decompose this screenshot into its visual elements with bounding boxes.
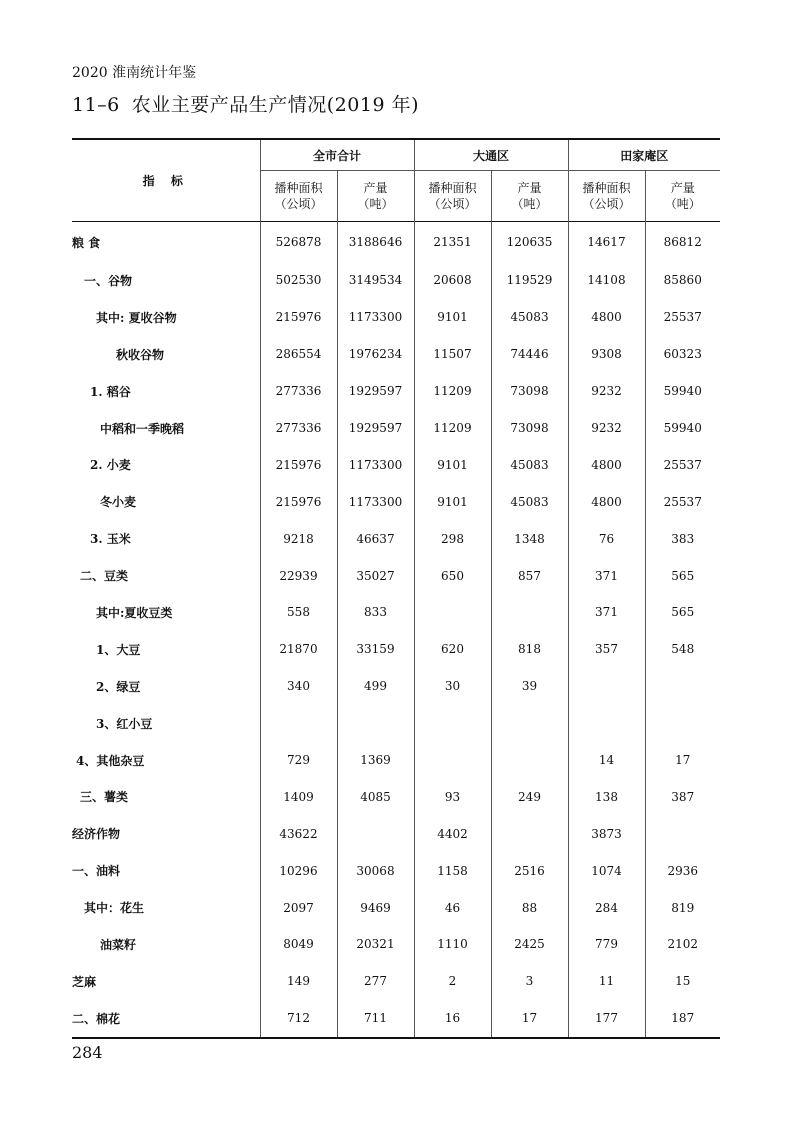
sub-header <box>260 171 337 222</box>
table-cell: 3873 <box>568 815 645 852</box>
table-cell <box>568 705 645 742</box>
row-label: 其中:夏收豆类 <box>96 605 173 620</box>
sub-header-line1: 播种面积 <box>582 181 631 195</box>
table-cell: 779 <box>568 926 645 963</box>
row-label: 2. 小麦 <box>90 458 131 473</box>
table-cell: 46637 <box>337 520 414 557</box>
table-row <box>72 889 720 926</box>
table-cell: 35027 <box>337 557 414 594</box>
table-cell: 2425 <box>491 926 568 963</box>
row-label: 1. 稻谷 <box>90 384 131 399</box>
table-cell: 383 <box>645 520 720 557</box>
table-cell: 25537 <box>645 483 720 520</box>
table-cell: 4800 <box>568 483 645 520</box>
table-cell: 857 <box>491 557 568 594</box>
row-label: 粮 食 <box>72 235 101 250</box>
table-cell: 620 <box>414 631 491 668</box>
table-cell <box>491 705 568 742</box>
table-cell: 277 <box>337 963 414 1000</box>
table-row <box>72 594 720 631</box>
table-cell <box>337 815 414 852</box>
row-label: 一、油料 <box>72 864 121 879</box>
sub-header <box>491 171 568 222</box>
table-cell <box>414 705 491 742</box>
table-cell: 2097 <box>260 889 337 926</box>
row-label: 秋收谷物 <box>116 347 165 362</box>
row-label: 油菜籽 <box>100 937 137 952</box>
table-cell: 11209 <box>414 410 491 447</box>
table-cell: 2102 <box>645 926 720 963</box>
table-cell: 73098 <box>491 410 568 447</box>
table-cell: 284 <box>568 889 645 926</box>
table-cell: 548 <box>645 631 720 668</box>
table-cell: 11209 <box>414 373 491 410</box>
table-row <box>72 1000 720 1038</box>
row-label: 二、棉花 <box>72 1011 121 1026</box>
table-cell: 21351 <box>414 222 491 262</box>
table-row <box>72 373 720 410</box>
table-cell: 4402 <box>414 815 491 852</box>
sub-header <box>414 171 491 222</box>
table-row <box>72 483 720 520</box>
table-cell: 712 <box>260 1000 337 1038</box>
table-cell: 371 <box>568 594 645 631</box>
table-cell: 711 <box>337 1000 414 1038</box>
table-cell: 215976 <box>260 446 337 483</box>
table-cell: 340 <box>260 668 337 705</box>
table-cell <box>414 742 491 779</box>
table-row <box>72 410 720 447</box>
table-cell: 187 <box>645 1000 720 1038</box>
group-header-city-total: 全市合计 <box>260 139 414 171</box>
table-cell <box>414 594 491 631</box>
table-cell: 45083 <box>491 483 568 520</box>
table-cell: 9232 <box>568 410 645 447</box>
table-cell: 9101 <box>414 446 491 483</box>
table-cell: 215976 <box>260 299 337 336</box>
row-label: 3. 玉米 <box>90 532 131 547</box>
table-cell: 14108 <box>568 262 645 299</box>
table-body <box>72 222 720 1039</box>
table-row <box>72 778 720 815</box>
row-label: 二、豆类 <box>80 569 129 584</box>
table-cell: 149 <box>260 963 337 1000</box>
table-cell: 565 <box>645 557 720 594</box>
row-label: 一、谷物 <box>84 273 133 288</box>
table-cell: 11507 <box>414 336 491 373</box>
row-label: 中稻和一季晚稻 <box>100 421 185 436</box>
table-cell: 215976 <box>260 483 337 520</box>
table-cell <box>491 742 568 779</box>
table-cell: 73098 <box>491 373 568 410</box>
table-cell: 119529 <box>491 262 568 299</box>
table-cell: 1348 <box>491 520 568 557</box>
table-cell: 74446 <box>491 336 568 373</box>
table-cell: 20608 <box>414 262 491 299</box>
table-cell <box>260 705 337 742</box>
table-cell: 16 <box>414 1000 491 1038</box>
sub-header-unit: （吨） <box>511 197 548 211</box>
sub-header-unit: （公顷） <box>582 197 631 211</box>
table-cell: 9308 <box>568 336 645 373</box>
table-cell: 249 <box>491 778 568 815</box>
table-row <box>72 631 720 668</box>
row-label: 经济作物 <box>72 827 121 842</box>
table-cell: 59940 <box>645 410 720 447</box>
table-cell: 20321 <box>337 926 414 963</box>
sub-header <box>645 171 720 222</box>
table-cell: 14 <box>568 742 645 779</box>
table-row <box>72 852 720 889</box>
table-cell: 499 <box>337 668 414 705</box>
table-cell <box>645 668 720 705</box>
group-header-tianjiaan: 田家庵区 <box>568 139 720 171</box>
table-cell: 30068 <box>337 852 414 889</box>
table-row <box>72 446 720 483</box>
table-cell: 22939 <box>260 557 337 594</box>
table-header <box>72 138 720 222</box>
table-cell: 8049 <box>260 926 337 963</box>
table-cell: 2936 <box>645 852 720 889</box>
table-row <box>72 520 720 557</box>
row-label: 3、红小豆 <box>96 716 153 731</box>
sub-header-line1: 播种面积 <box>274 181 323 195</box>
table-cell: 1173300 <box>337 446 414 483</box>
table-cell: 59940 <box>645 373 720 410</box>
table-cell: 25537 <box>645 446 720 483</box>
table-cell: 1929597 <box>337 410 414 447</box>
table-row <box>72 336 720 373</box>
sub-header-unit: （公顷） <box>428 197 477 211</box>
sub-header-unit: （吨） <box>357 197 394 211</box>
table-cell: 17 <box>491 1000 568 1038</box>
table-cell: 526878 <box>260 222 337 262</box>
row-label: 芝麻 <box>72 974 97 989</box>
table-cell: 4800 <box>568 299 645 336</box>
row-label: 冬小麦 <box>100 495 137 510</box>
table-cell: 25537 <box>645 299 720 336</box>
table-cell: 9469 <box>337 889 414 926</box>
table-cell: 502530 <box>260 262 337 299</box>
table-title <box>72 90 419 117</box>
table-cell: 14617 <box>568 222 645 262</box>
table-row <box>72 557 720 594</box>
table-cell: 277336 <box>260 373 337 410</box>
group-header-datong: 大通区 <box>414 139 568 171</box>
table-cell: 371 <box>568 557 645 594</box>
table-cell: 1110 <box>414 926 491 963</box>
table-cell: 4800 <box>568 446 645 483</box>
table-cell: 2516 <box>491 852 568 889</box>
table-cell: 86812 <box>645 222 720 262</box>
table-cell: 17 <box>645 742 720 779</box>
table-cell: 76 <box>568 520 645 557</box>
sub-header-line1: 产量 <box>363 181 388 195</box>
table-cell: 138 <box>568 778 645 815</box>
page-number: 284 <box>72 1043 103 1062</box>
table-cell: 3 <box>491 963 568 1000</box>
table-row <box>72 926 720 963</box>
table-cell: 1173300 <box>337 299 414 336</box>
row-label: 其中：花生 <box>84 901 145 916</box>
table-cell: 120635 <box>491 222 568 262</box>
table-cell: 9218 <box>260 520 337 557</box>
sub-header <box>568 171 645 222</box>
sub-header-unit: （公顷） <box>274 197 323 211</box>
table-cell: 39 <box>491 668 568 705</box>
table-cell: 298 <box>414 520 491 557</box>
table-cell: 357 <box>568 631 645 668</box>
row-label: 2、绿豆 <box>96 679 141 694</box>
table-cell: 46 <box>414 889 491 926</box>
table-cell: 1369 <box>337 742 414 779</box>
table-cell <box>491 815 568 852</box>
table-cell: 277336 <box>260 410 337 447</box>
table-cell: 4085 <box>337 778 414 815</box>
table-cell <box>568 668 645 705</box>
table-cell: 9101 <box>414 483 491 520</box>
table-cell <box>645 815 720 852</box>
row-label: 4、其他杂豆 <box>76 753 145 768</box>
table-cell: 9101 <box>414 299 491 336</box>
table-cell: 1173300 <box>337 483 414 520</box>
table-cell: 30 <box>414 668 491 705</box>
table-cell: 45083 <box>491 446 568 483</box>
statistics-table <box>72 138 720 1039</box>
table-row <box>72 262 720 299</box>
table-cell <box>491 594 568 631</box>
table-cell: 88 <box>491 889 568 926</box>
row-label: 1、大豆 <box>96 642 141 657</box>
table-cell: 1158 <box>414 852 491 889</box>
table-cell: 43622 <box>260 815 337 852</box>
table-cell: 11 <box>568 963 645 1000</box>
table-cell: 177 <box>568 1000 645 1038</box>
table-cell: 21870 <box>260 631 337 668</box>
table-row <box>72 299 720 336</box>
table-title-text: 农业主要产品生产情况(2019 年) <box>131 94 419 116</box>
table-cell: 9232 <box>568 373 645 410</box>
table-cell: 1976234 <box>337 336 414 373</box>
table-cell: 93 <box>414 778 491 815</box>
table-cell: 85860 <box>645 262 720 299</box>
table-cell: 387 <box>645 778 720 815</box>
table-row <box>72 815 720 852</box>
table-number: 11–6 <box>72 94 120 116</box>
table-row <box>72 222 720 262</box>
table-cell: 833 <box>337 594 414 631</box>
table-cell: 818 <box>491 631 568 668</box>
table-cell: 729 <box>260 742 337 779</box>
table-cell: 565 <box>645 594 720 631</box>
indicator-header: 指 标 <box>142 174 189 188</box>
table-row <box>72 668 720 705</box>
table-cell <box>645 705 720 742</box>
table-row <box>72 705 720 742</box>
row-label: 其中: 夏收谷物 <box>96 310 177 325</box>
table-cell: 1409 <box>260 778 337 815</box>
table-cell: 1929597 <box>337 373 414 410</box>
table-cell: 819 <box>645 889 720 926</box>
yearbook-header: 2020 淮南统计年鉴 <box>72 65 197 81</box>
table-cell: 10296 <box>260 852 337 889</box>
sub-header-line1: 产量 <box>517 181 542 195</box>
table-cell: 60323 <box>645 336 720 373</box>
sub-header <box>337 171 414 222</box>
table-cell: 2 <box>414 963 491 1000</box>
table-cell: 286554 <box>260 336 337 373</box>
table-cell: 45083 <box>491 299 568 336</box>
table-cell: 3188646 <box>337 222 414 262</box>
table-cell: 558 <box>260 594 337 631</box>
row-label: 三、薯类 <box>80 790 129 805</box>
table-cell: 3149534 <box>337 262 414 299</box>
table-cell: 15 <box>645 963 720 1000</box>
sub-header-line1: 产量 <box>670 181 695 195</box>
table-row <box>72 963 720 1000</box>
table-cell: 650 <box>414 557 491 594</box>
table-cell: 33159 <box>337 631 414 668</box>
table-cell: 1074 <box>568 852 645 889</box>
table-row <box>72 742 720 779</box>
table-cell <box>337 705 414 742</box>
sub-header-line1: 播种面积 <box>428 181 477 195</box>
sub-header-unit: （吨） <box>664 197 701 211</box>
